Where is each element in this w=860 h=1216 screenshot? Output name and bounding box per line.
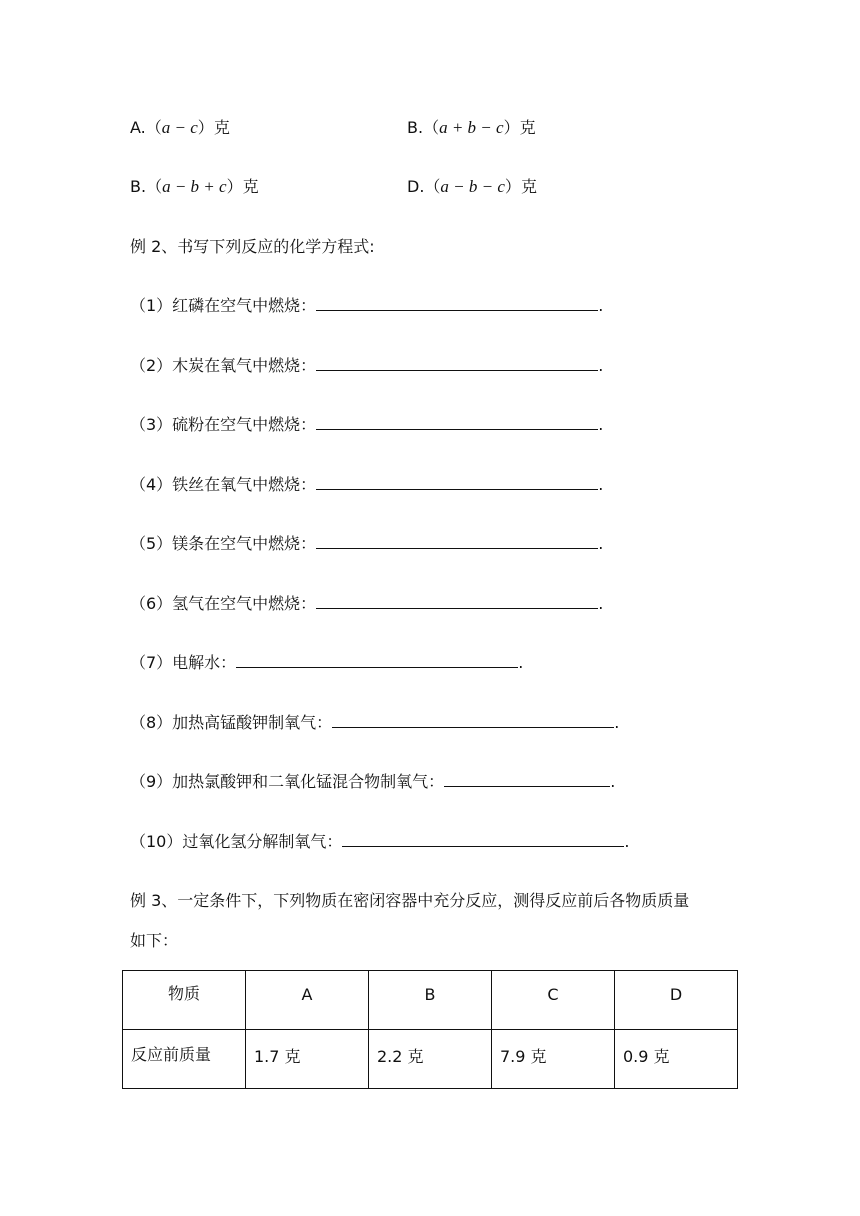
table-header-cell: A xyxy=(246,971,369,1030)
answer-blank[interactable] xyxy=(316,534,598,549)
equation-item xyxy=(130,356,603,376)
end-mark: . xyxy=(614,713,620,732)
table-cell: 7.9 克 xyxy=(492,1030,615,1089)
equation-item xyxy=(130,713,619,733)
option-label: B. xyxy=(407,118,424,137)
answer-blank[interactable] xyxy=(342,832,624,847)
table-header-cell: C xyxy=(492,971,615,1030)
option-unit: 克 xyxy=(242,177,259,196)
table-cell: 1.7 克 xyxy=(246,1030,369,1089)
end-mark: . xyxy=(598,534,604,553)
equation-item xyxy=(130,832,629,852)
answer-blank[interactable] xyxy=(444,772,610,787)
item-text: （5）镁条在空气中燃烧： xyxy=(130,534,317,553)
item-text: （4）铁丝在氧气中燃烧： xyxy=(130,475,317,494)
item-text: （3）硫粉在空气中燃烧： xyxy=(130,415,317,434)
option-label: D. xyxy=(407,177,425,196)
option-b: B.（a + b − c）克 xyxy=(407,118,536,137)
option-unit: 克 xyxy=(520,177,537,196)
table-header-row xyxy=(123,971,738,1030)
option-unit: 克 xyxy=(213,118,230,137)
equation-item xyxy=(130,772,615,792)
end-mark: . xyxy=(598,415,604,434)
end-mark: . xyxy=(598,594,604,613)
table-row xyxy=(123,1030,738,1089)
table-cell: 0.9 克 xyxy=(615,1030,738,1089)
answer-blank[interactable] xyxy=(316,594,598,609)
table-row-label: 反应前质量 xyxy=(123,1030,246,1089)
equation-item xyxy=(130,296,603,316)
end-mark: . xyxy=(598,296,604,315)
answer-blank[interactable] xyxy=(332,713,614,728)
item-text: （1）红磷在空气中燃烧： xyxy=(130,296,317,315)
example3-text-line1: 例 3、一定条件下，下列物质在密闭容器中充分反应，测得反应前后各物质质量 xyxy=(130,891,690,910)
item-text: （2）木炭在氧气中燃烧： xyxy=(130,356,317,375)
mass-table xyxy=(122,970,738,1089)
item-text: （8）加热高锰酸钾制氧气： xyxy=(130,713,333,732)
end-mark: . xyxy=(624,832,630,851)
end-mark: . xyxy=(610,772,616,791)
table-header-cell: D xyxy=(615,971,738,1030)
table-cell: 2.2 克 xyxy=(369,1030,492,1089)
end-mark: . xyxy=(598,475,604,494)
item-text: （6）氢气在空气中燃烧： xyxy=(130,594,317,613)
option-unit: 克 xyxy=(519,118,536,137)
option-expression: a − b + c xyxy=(162,177,227,196)
answer-blank[interactable] xyxy=(236,653,518,668)
answer-blank[interactable] xyxy=(316,296,598,311)
table-header-cell: B xyxy=(369,971,492,1030)
answer-blank[interactable] xyxy=(316,356,598,371)
end-mark: . xyxy=(518,653,524,672)
option-label: B. xyxy=(130,177,147,196)
answer-blank[interactable] xyxy=(316,475,598,490)
equation-item xyxy=(130,415,603,435)
option-expression: a + b − c xyxy=(439,118,504,137)
end-mark: . xyxy=(598,356,604,375)
answer-blank[interactable] xyxy=(316,415,598,430)
option-expression: a − c xyxy=(161,118,198,137)
option-expression: a − b − c xyxy=(440,177,505,196)
option-d: D.（a − b − c）克 xyxy=(407,177,537,196)
equation-item xyxy=(130,534,603,554)
equation-item xyxy=(130,653,523,673)
option-a: A.（a − c）克 xyxy=(130,118,230,137)
option-label: A. xyxy=(130,118,146,137)
item-text: （7）电解水： xyxy=(130,653,237,672)
item-text: （9）加热氯酸钾和二氧化锰混合物制氧气： xyxy=(130,772,445,791)
example2-title: 例 2、书写下列反应的化学方程式: xyxy=(130,237,375,256)
example3-text-line2: 如下： xyxy=(130,931,179,950)
item-text: （10）过氧化氢分解制氧气： xyxy=(130,832,343,851)
equation-item xyxy=(130,475,603,495)
option-c: B.（a − b + c）克 xyxy=(130,177,259,196)
equation-item xyxy=(130,594,603,614)
table-header-cell: 物质 xyxy=(123,971,246,1030)
